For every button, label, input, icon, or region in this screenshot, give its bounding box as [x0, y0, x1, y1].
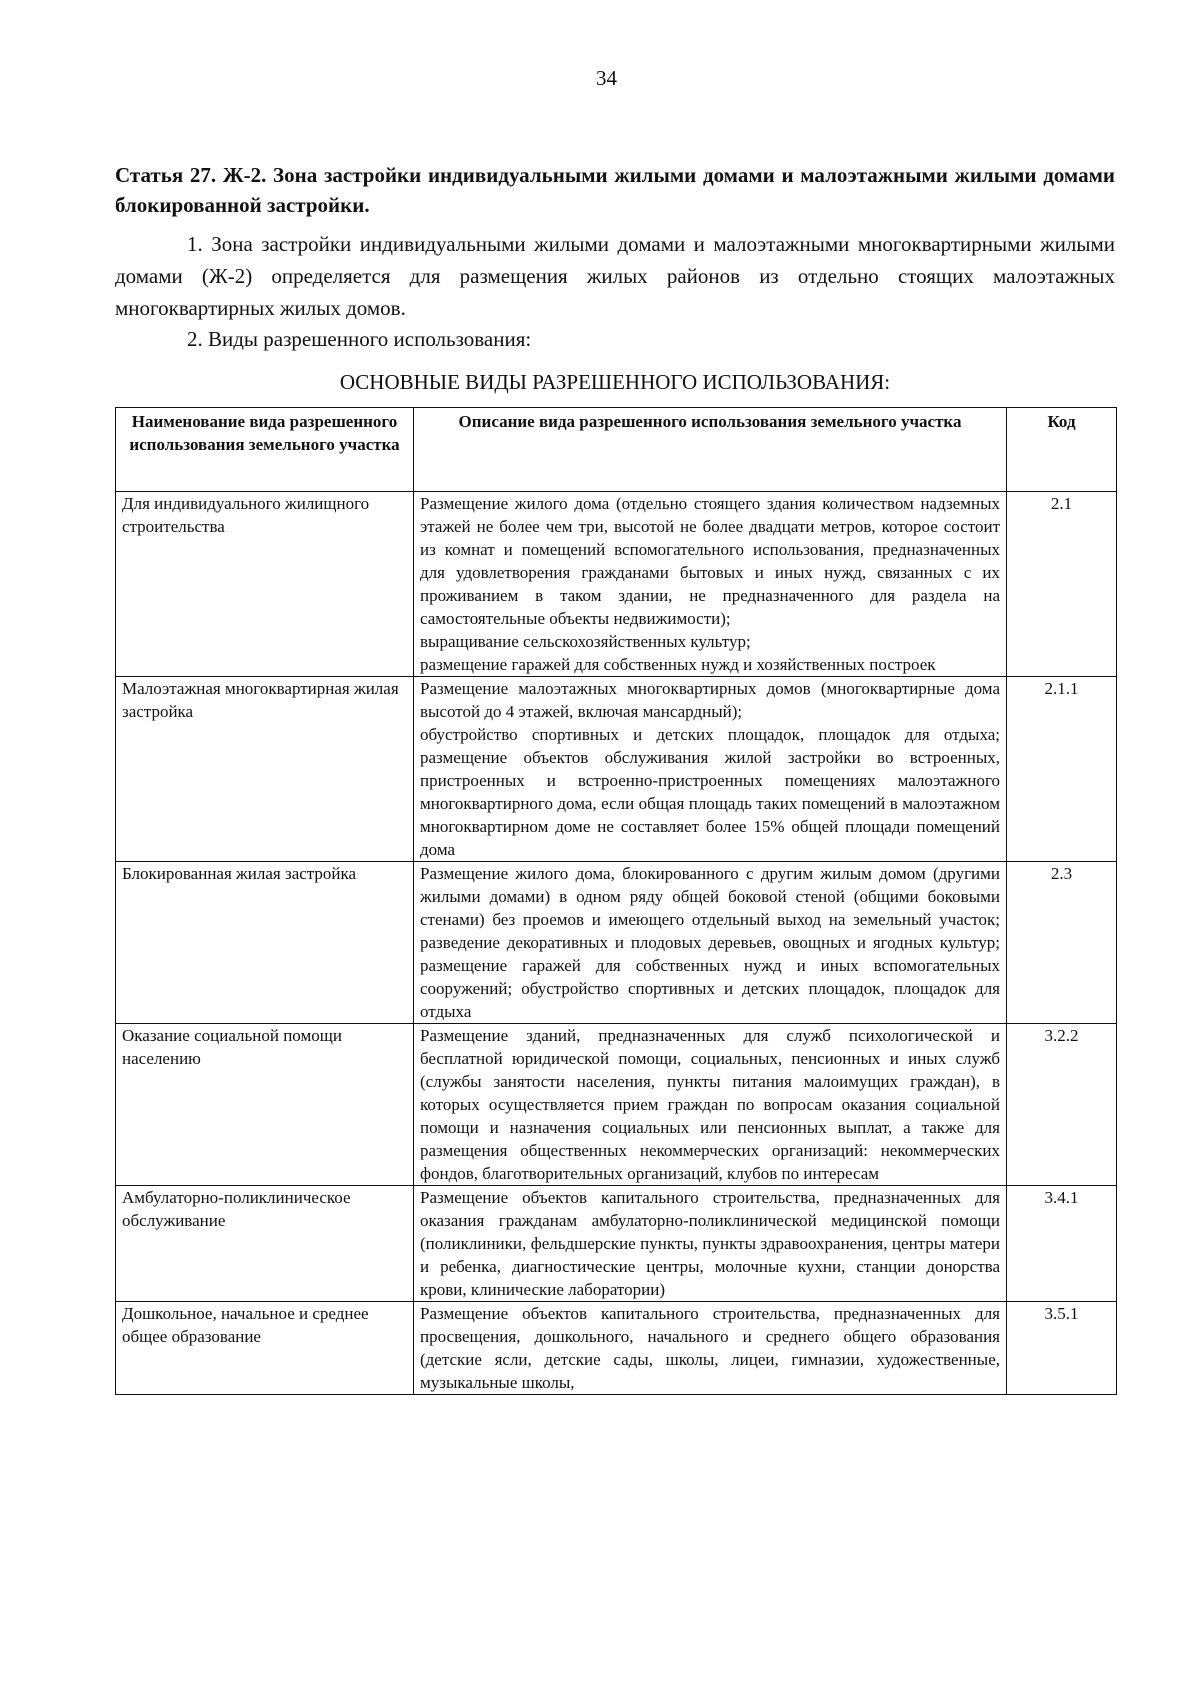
header-code: Код	[1007, 408, 1117, 492]
paragraph-permitted-uses: 2. Виды разрешенного использования:	[187, 327, 532, 351]
use-name-cell: Амбулаторно-поликлиническое обслуживание	[116, 1186, 414, 1302]
permitted-uses-table	[115, 407, 1117, 1395]
use-code-cell: 3.2.2	[1007, 1024, 1117, 1186]
use-code-cell: 2.1.1	[1007, 677, 1117, 862]
description-line: Размещение объектов капитального строительства, предназначенных для просвещения, дошкольного, начального и среднего общего образования (детские ясли, детские сады, школы, лицеи, гимназии, художественные, музыкальные школы,	[420, 1304, 1000, 1392]
use-description-cell	[414, 1186, 1007, 1302]
table-header-row	[116, 408, 1117, 492]
table-row	[116, 862, 1117, 1024]
description-line: Размещение зданий, предназначенных для служб психологической и бесплатной юридической помощи, социальных, пенсионных и иных служб (службы занятости населения, пункты питания малоимущих граждан), в которых осуществляется прием граждан по вопросам оказания социальной помощи и назначения социальных или пенсионных выплат, а также для размещения общественных некоммерческих организаций: некоммерческих фондов, благотворительных организаций, клубов по интересам	[420, 1026, 1000, 1183]
description-line: обустройство спортивных и детских площадок, площадок для отдыха; размещение объектов обслуживания жилой застройки во встроенных, пристроенных и встроенно-пристроенных помещениях малоэтажного многоквартирного дома, если общая площадь таких помещений в малоэтажном многоквартирном доме не составляет более 15% общей площади помещений дома	[420, 725, 1000, 859]
use-code-cell: 2.3	[1007, 862, 1117, 1024]
use-description-cell	[414, 862, 1007, 1024]
use-code-cell: 2.1	[1007, 492, 1117, 677]
header-description: Описание вида разрешенного использования земельного участка	[414, 408, 1007, 492]
description-line: Размещение объектов капитального строительства, предназначенных для оказания гражданам амбулаторно-поликлинической медицинской помощи (поликлиники, фельдшерские пункты, пункты здравоохранения, центры матери и ребенка, диагностические центры, молочные кухни, станции донорства крови, клинические лаборатории)	[420, 1188, 1000, 1299]
use-code-cell: 3.5.1	[1007, 1302, 1117, 1395]
page-number: 34	[596, 66, 617, 90]
table-row	[116, 677, 1117, 862]
use-description-cell	[414, 677, 1007, 862]
paragraph-zone-description: 1. Зона застройки индивидуальными жилыми домами и малоэтажными многоквартирными жилыми домами (Ж-2) определяется для размещения жилых районов из отдельно стоящих малоэтажных многоквартирных жилых домов.	[115, 232, 1115, 320]
use-name-cell: Для индивидуального жилищного строительства	[116, 492, 414, 677]
table-row	[116, 1024, 1117, 1186]
use-description-cell	[414, 1302, 1007, 1395]
header-name: Наименование вида разрешенного использования земельного участка	[116, 408, 414, 492]
description-line: размещение гаражей для собственных нужд и хозяйственных построек	[420, 655, 936, 674]
table-row	[116, 1186, 1117, 1302]
table-row	[116, 1302, 1117, 1395]
table-caption: ОСНОВНЫЕ ВИДЫ РАЗРЕШЕННОГО ИСПОЛЬЗОВАНИЯ:	[339, 370, 891, 394]
use-name-cell: Дошкольное, начальное и среднее общее образование	[116, 1302, 414, 1395]
description-line: выращивание сельскохозяйственных культур;	[420, 632, 751, 651]
use-name-cell: Малоэтажная многоквартирная жилая застройка	[116, 677, 414, 862]
use-name-cell: Блокированная жилая застройка	[116, 862, 414, 1024]
description-line: Размещение жилого дома (отдельно стоящего здания количеством надземных этажей не более чем три, высотой не более двадцати метров, которое состоит из комнат и помещений вспомогательного использования, предназначенных для удовлетворения гражданами бытовых и иных нужд, связанных с их проживанием в таком здании, не предназначенного для раздела на самостоятельные объекты недвижимости);	[420, 494, 1000, 628]
use-name-cell: Оказание социальной помощи населению	[116, 1024, 414, 1186]
description-line: Размещение жилого дома, блокированного с другим жилым домом (другими жилыми домами) в одном ряду общей боковой стеной (общими боковыми стенами) без проемов и имеющего отдельный выход на земельный участок; разведение декоративных и плодовых деревьев, овощных и ягодных культур; размещение гаражей для собственных нужд и иных вспомогательных сооружений; обустройство спортивных и детских площадок, площадок для отдыха	[420, 864, 1000, 1021]
use-description-cell	[414, 1024, 1007, 1186]
description-line: Размещение малоэтажных многоквартирных домов (многоквартирные дома высотой до 4 этажей, включая мансардный);	[420, 679, 1000, 721]
article-title: Статья 27. Ж-2. Зона застройки индивидуальными жилыми домами и малоэтажными жилыми домами блокированной застройки.	[115, 163, 1115, 217]
use-code-cell: 3.4.1	[1007, 1186, 1117, 1302]
table-row	[116, 492, 1117, 677]
use-description-cell	[414, 492, 1007, 677]
